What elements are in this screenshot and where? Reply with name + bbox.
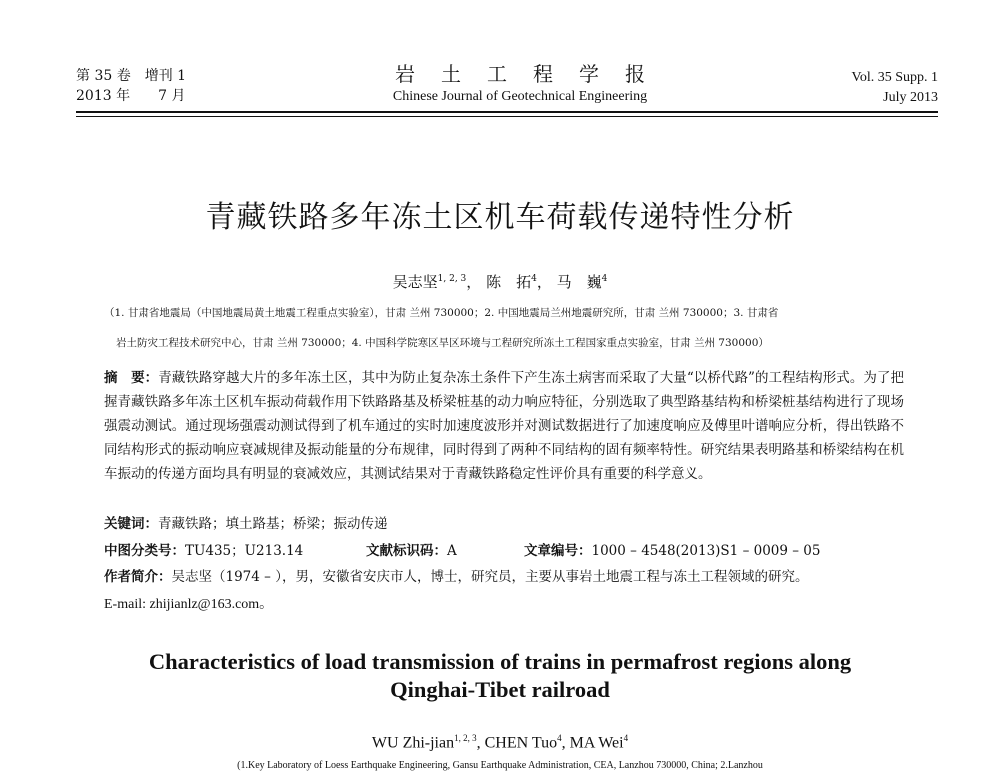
clc-label: 中图分类号： bbox=[104, 543, 185, 559]
header-volume: 第 35 卷 bbox=[76, 68, 131, 84]
classification-line bbox=[104, 539, 904, 563]
author-affil-sup: 4 bbox=[623, 733, 629, 743]
article-no-label: 文章编号： bbox=[524, 543, 592, 559]
title-en-line: Characteristics of load transmission of trains in permafrost regions along bbox=[148, 649, 852, 674]
doc-code-value: A bbox=[447, 543, 457, 559]
affiliation-line: （1. 甘肃省地震局（中国地震局黄土地震工程重点实验室），甘肃 兰州 730000；2. 中国地震局兰州地震研究所，甘肃 兰州 730000；3. 甘肃省 bbox=[104, 307, 779, 319]
abstract-text: 青藏铁路穿越大片的多年冻土区，其中为防止复杂冻土条件下产生冻土病害而采取了大量“以桥代路”的工程结构形式。为了把握青藏铁路多年冻土区机车振动荷载作用下铁路路基及桥梁桩基的动力响应特征，分别选取了典型路基结构和桥梁桩基结构进行了现场强震动测试。通过现场强震动测试得到了机车通过的实时加速度波形并对测试数据进行了加速度响应及傅里叶谱响应分析，得出铁路不同结构形式的振动响应衰减规律及振动能量的分布规律，同时得到了两种不同结构的固有频率特性。研究结果表明路基和桥梁结构在机车振动的传递方面均具有明显的衰减效应，其测试结果对于青藏铁路稳定性评价具有重要的科学意义。 bbox=[104, 370, 904, 482]
paper-title-cn: 青藏铁路多年冻土区机车荷载传递特性分析 bbox=[205, 200, 795, 235]
author-affil-sup: 1, 2, 3 bbox=[454, 733, 477, 743]
author-affil-sup: 4 bbox=[601, 274, 608, 284]
abstract bbox=[104, 366, 904, 486]
author-list-cn: 吴志坚$^{1, 2, 3}$， 陈 拓$^4$， 马 巍$^4$ bbox=[392, 273, 608, 291]
abstract-label: 摘 要： bbox=[104, 370, 159, 386]
header-month: 7 月 bbox=[158, 88, 186, 104]
paper-title-en bbox=[0, 648, 1000, 704]
header-year: 2013 年 bbox=[76, 88, 131, 104]
author-list-en: WU Zhi-jian$^{1, 2, 3}$, CHEN Tuo$^4$, MA Wei$^4$ bbox=[371, 733, 629, 752]
author-name: 马 巍 bbox=[556, 273, 602, 291]
author-affil-sup: 4 bbox=[531, 274, 537, 284]
keywords-label: 关键词： bbox=[104, 516, 158, 532]
clc-value: TU435；U213.14 bbox=[185, 543, 304, 559]
header-issue: 增刊 1 bbox=[144, 68, 187, 84]
author-name: 吴志坚 bbox=[392, 273, 438, 291]
doc-code-label: 文献标识码： bbox=[366, 543, 447, 559]
profile-text: 吴志坚（1974 – ），男，安徽省安庆市人，博士，研究员，主要从事岩土地震工程与冻土工程领域的研究。 bbox=[171, 569, 809, 585]
keywords bbox=[104, 512, 904, 536]
header-issue-info bbox=[76, 66, 186, 106]
title-en-line: Qinghai-Tibet railroad bbox=[390, 677, 610, 702]
author-name-en: CHEN Tuo bbox=[484, 734, 558, 752]
author-affil-sup: 4 bbox=[557, 733, 562, 743]
profile-label: 作者简介： bbox=[104, 569, 172, 585]
header-rule-thin bbox=[76, 116, 938, 117]
author-name-en: WU Zhi-jian bbox=[371, 734, 455, 752]
header-rule-thick bbox=[76, 111, 938, 113]
affiliation-en: (1.Key Laboratory of Loess Earthquake Engineering, Gansu Earthquake Administration, CEA, Lanzhou 730000, China; 2.Lanzhou bbox=[237, 760, 763, 771]
header-volume-info-en bbox=[852, 68, 938, 108]
author-affil-sup: 1, 2, 3 bbox=[437, 274, 467, 284]
header-date-en: July 2013 bbox=[883, 90, 938, 105]
affiliation-line: 岩土防灾工程技术研究中心，甘肃 兰州 730000；4. 中国科学院寒区旱区环境与工程研究所冻土工程国家重点实验室，甘肃 兰州 730000） bbox=[116, 337, 769, 349]
author-name: 陈 拓 bbox=[486, 273, 532, 291]
keywords-text: 青藏铁路；填土路基；桥梁；振动传递 bbox=[158, 516, 388, 532]
journal-title-cn: 岩土工程学报 bbox=[395, 62, 671, 86]
journal-title-en: Chinese Journal of Geotechnical Engineering bbox=[392, 89, 648, 104]
author-email: E-mail: zhijianlz@163.com。 bbox=[104, 597, 274, 612]
author-name-en: MA Wei bbox=[569, 734, 624, 752]
journal-name bbox=[300, 62, 740, 106]
header-vol-supp: Vol. 35 Supp. 1 bbox=[851, 70, 938, 85]
article-no-value: 1000 – 4548(2013)S1 – 0009 – 05 bbox=[591, 543, 821, 559]
author-profile bbox=[104, 565, 904, 589]
affiliations-cn bbox=[104, 298, 920, 358]
